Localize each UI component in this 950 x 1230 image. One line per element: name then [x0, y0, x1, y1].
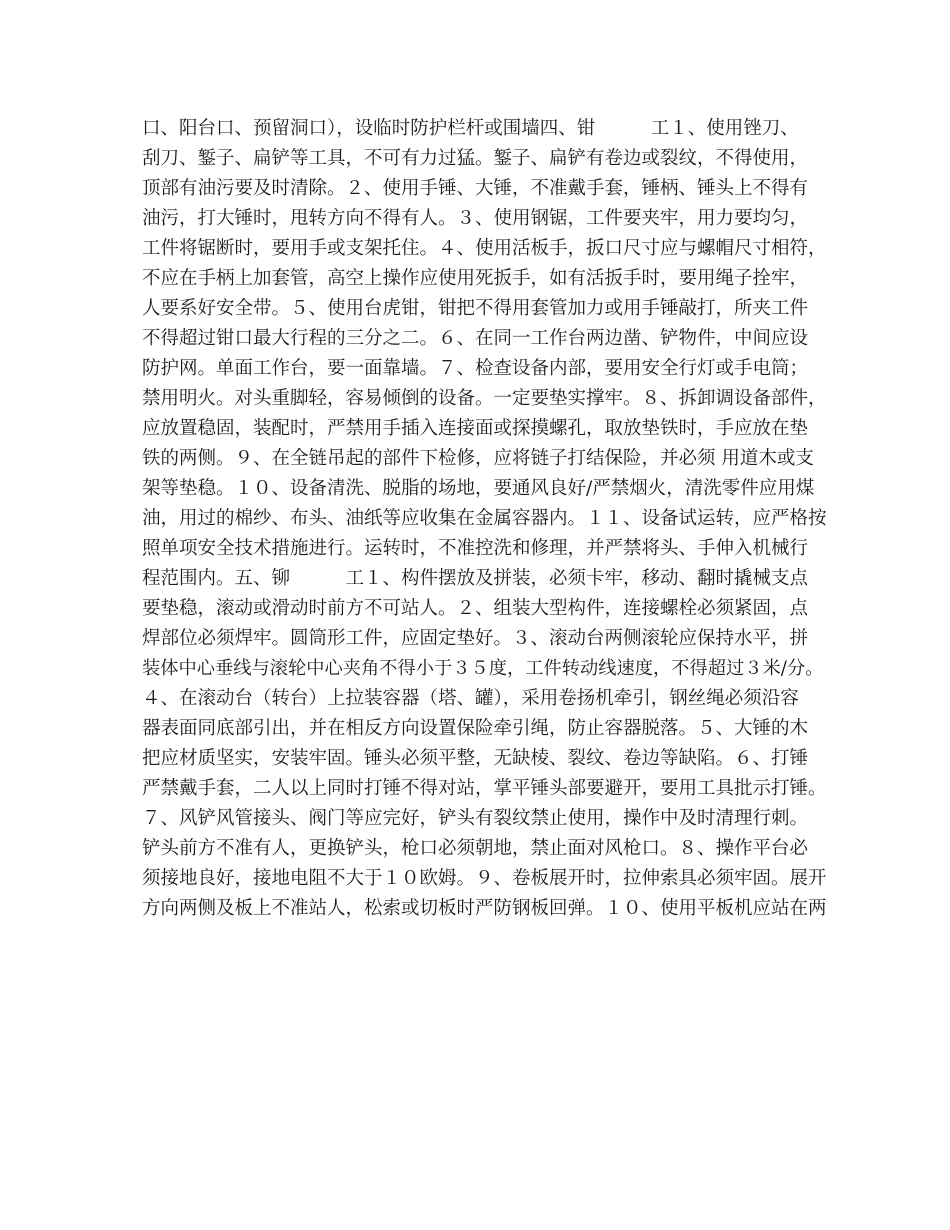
text-line: 工件将锯断时，要用手或支架托住。４、使用活板手，扳口尺寸应与螺帽尺寸相符，	[142, 238, 827, 259]
text-line: 油污，打大锤时，甩转方向不得有人。３、使用钢锯，工件要夹牢，用力要均匀，	[142, 208, 809, 229]
text-line: 铲头前方不准有人，更换铲头，枪口必须朝地，禁止面对风枪口。８、操作平台必	[142, 838, 809, 859]
text-line: 须接地良好，接地电阻不大于１０欧姆。９、卷板展开时，拉伸索具必须牢固。展开	[142, 868, 827, 889]
text-line: 顶部有油污要及时清除。２、使用手锤、大锤，不准戴手套，锤柄、锤头上不得有	[142, 178, 809, 199]
text-line: 装体中心垂线与滚轮中心夹角不得小于３５度，工件转动线速度，不得超过３米/分。	[142, 658, 824, 679]
text-line: 刮刀、錾子、扁铲等工具，不可有力过猛。錾子、扁铲有卷边或裂纹，不得使用，	[142, 148, 809, 169]
text-line: 不应在手柄上加套管，高空上操作应使用死扳手，如有活扳手时，要用绳子拴牢，	[142, 268, 809, 289]
text-line: 器表面同底部引出，并在相反方向设置保险牵引绳，防止容器脱落。５、大锤的木	[142, 718, 809, 739]
text-line: ４、在滚动台（转台）上拉装容器（塔、罐），采用卷扬机牵引，钢丝绳必须沿容	[142, 688, 799, 709]
text-line: 应放置稳固，装配时，严禁用手插入连接面或探摸螺孔，取放垫铁时，手应放在垫	[142, 418, 809, 439]
text-line: 要垫稳，滚动或滑动时前方不可站人。２、组装大型构件，连接螺栓必须紧固，点	[142, 598, 809, 619]
text-line: 方向两侧及板上不准站人，松索或切板时严防钢板回弹。１０、使用平板机应站在两	[142, 898, 827, 919]
text-line: 不得超过钳口最大行程的三分之二。６、在同一工作台两边凿、铲物件，中间应设	[142, 328, 809, 349]
text-line: ７、风铲风管接头、阀门等应完好，铲头有裂纹禁止使用，操作中及时清理行刺。	[142, 808, 809, 829]
text-line: 禁用明火。对头重脚轻，容易倾倒的设备。一定要垫实撑牢。８、拆卸调设备部件，	[142, 388, 827, 409]
text-line: 防护网。单面工作台，要一面靠墙。７、检查设备内部，要用安全行灯或手电筒；	[142, 358, 809, 379]
text-line: 焊部位必须焊牢。圆筒形工件，应固定垫好。３、滚动台两侧滚轮应保持水平，拼	[142, 628, 809, 649]
text-line: 严禁戴手套，二人以上同时打锤不得对站，掌平锤头部要避开，要用工具批示打锤。	[142, 778, 827, 799]
text-line: 把应材质坚实，安装牢固。锤头必须平整，无缺棱、裂纹、卷边等缺陷。６、打锤	[142, 748, 809, 769]
text-line: 照单项安全技术措施进行。运转时，不准控洗和修理，并严禁将头、手伸入机械行	[142, 538, 809, 559]
text-line: 人要系好安全带。５、使用台虎钳，钳把不得用套管加力或用手锤敲打，所夹工件	[142, 298, 809, 319]
text-line: 程范围内。五、铆 工１、构件摆放及拼装，必须卡牢，移动、翻时撬械支点	[142, 568, 809, 589]
text-line: 油，用过的棉纱、布头、油纸等应收集在金属容器内。１１、设备试运转，应严格按	[142, 508, 827, 529]
document-body	[142, 114, 832, 924]
text-line: 架等垫稳。１０、设备清洗、脱脂的场地，要通风良好/严禁烟火，清洗零件应用煤	[142, 478, 815, 499]
text-line: 铁的两侧。９、在全链吊起的部件下检修，应将链子打结保险，并必须 用道木或支	[142, 448, 814, 469]
text-line: 口、阳台口、预留洞口），设临时防护栏杆或围墙四、钳 工１、使用锉刀、	[142, 118, 799, 139]
